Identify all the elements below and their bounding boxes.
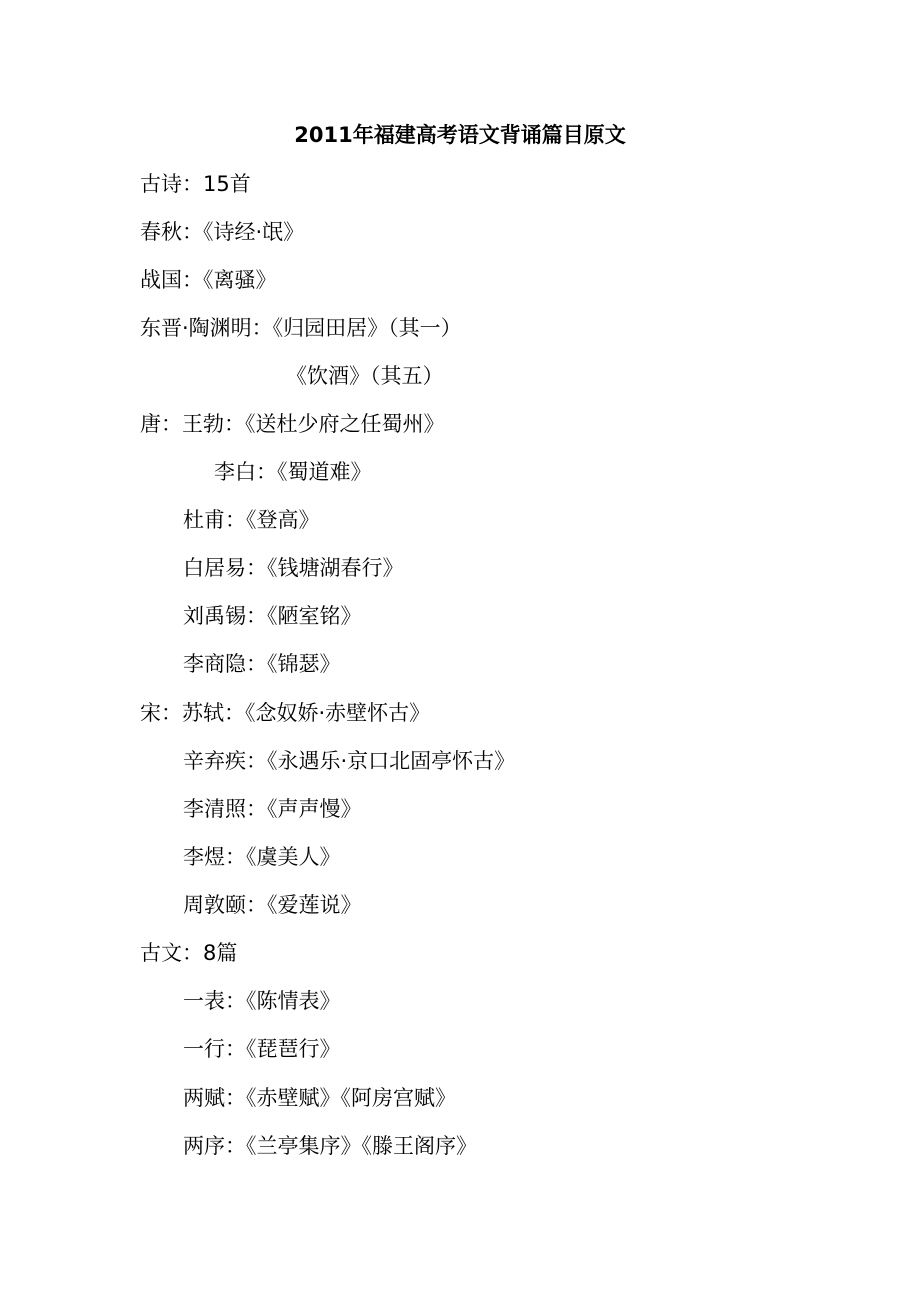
list-item: 宋：苏轼：《念奴娇·赤壁怀古》 xyxy=(140,701,431,725)
list-item: 刘禹锡：《陋室铭》 xyxy=(183,604,362,628)
list-item: 李煜：《虞美人》 xyxy=(183,845,341,869)
list-item: 两序：《兰亭集序》《滕王阁序》 xyxy=(183,1134,477,1158)
list-item: 白居易：《钱塘湖春行》 xyxy=(183,556,404,580)
list-item: 周敦颐：《爱莲说》 xyxy=(183,893,362,917)
list-item: 李白：《蜀道难》 xyxy=(214,460,372,484)
list-item: 一行：《琵琶行》 xyxy=(183,1037,341,1061)
list-item: 东晋·陶渊明：《归园田居》（其一） xyxy=(140,316,462,340)
document-title: 2011年福建高考语文背诵篇目原文 xyxy=(294,123,626,147)
list-item: 李商隐：《锦瑟》 xyxy=(183,652,341,676)
list-item: 一表：《陈情表》 xyxy=(183,989,341,1013)
list-item: 唐：王勃：《送杜少府之任蜀州》 xyxy=(140,412,445,436)
list-item: 杜甫：《登高》 xyxy=(183,508,320,532)
list-item: 春秋：《诗经·氓》 xyxy=(140,220,305,244)
section-heading-poems: 古诗：15首 xyxy=(140,172,251,196)
list-item: 辛弃疾：《永遇乐·京口北固亭怀古》 xyxy=(183,749,516,773)
list-item: 李清照：《声声慢》 xyxy=(183,797,362,821)
list-item: 战国：《离骚》 xyxy=(140,268,277,292)
section-heading-prose: 古文：8篇 xyxy=(140,941,238,965)
list-item: 《饮酒》（其五） xyxy=(286,364,444,388)
list-item: 两赋：《赤壁赋》《阿房宫赋》 xyxy=(183,1086,456,1110)
